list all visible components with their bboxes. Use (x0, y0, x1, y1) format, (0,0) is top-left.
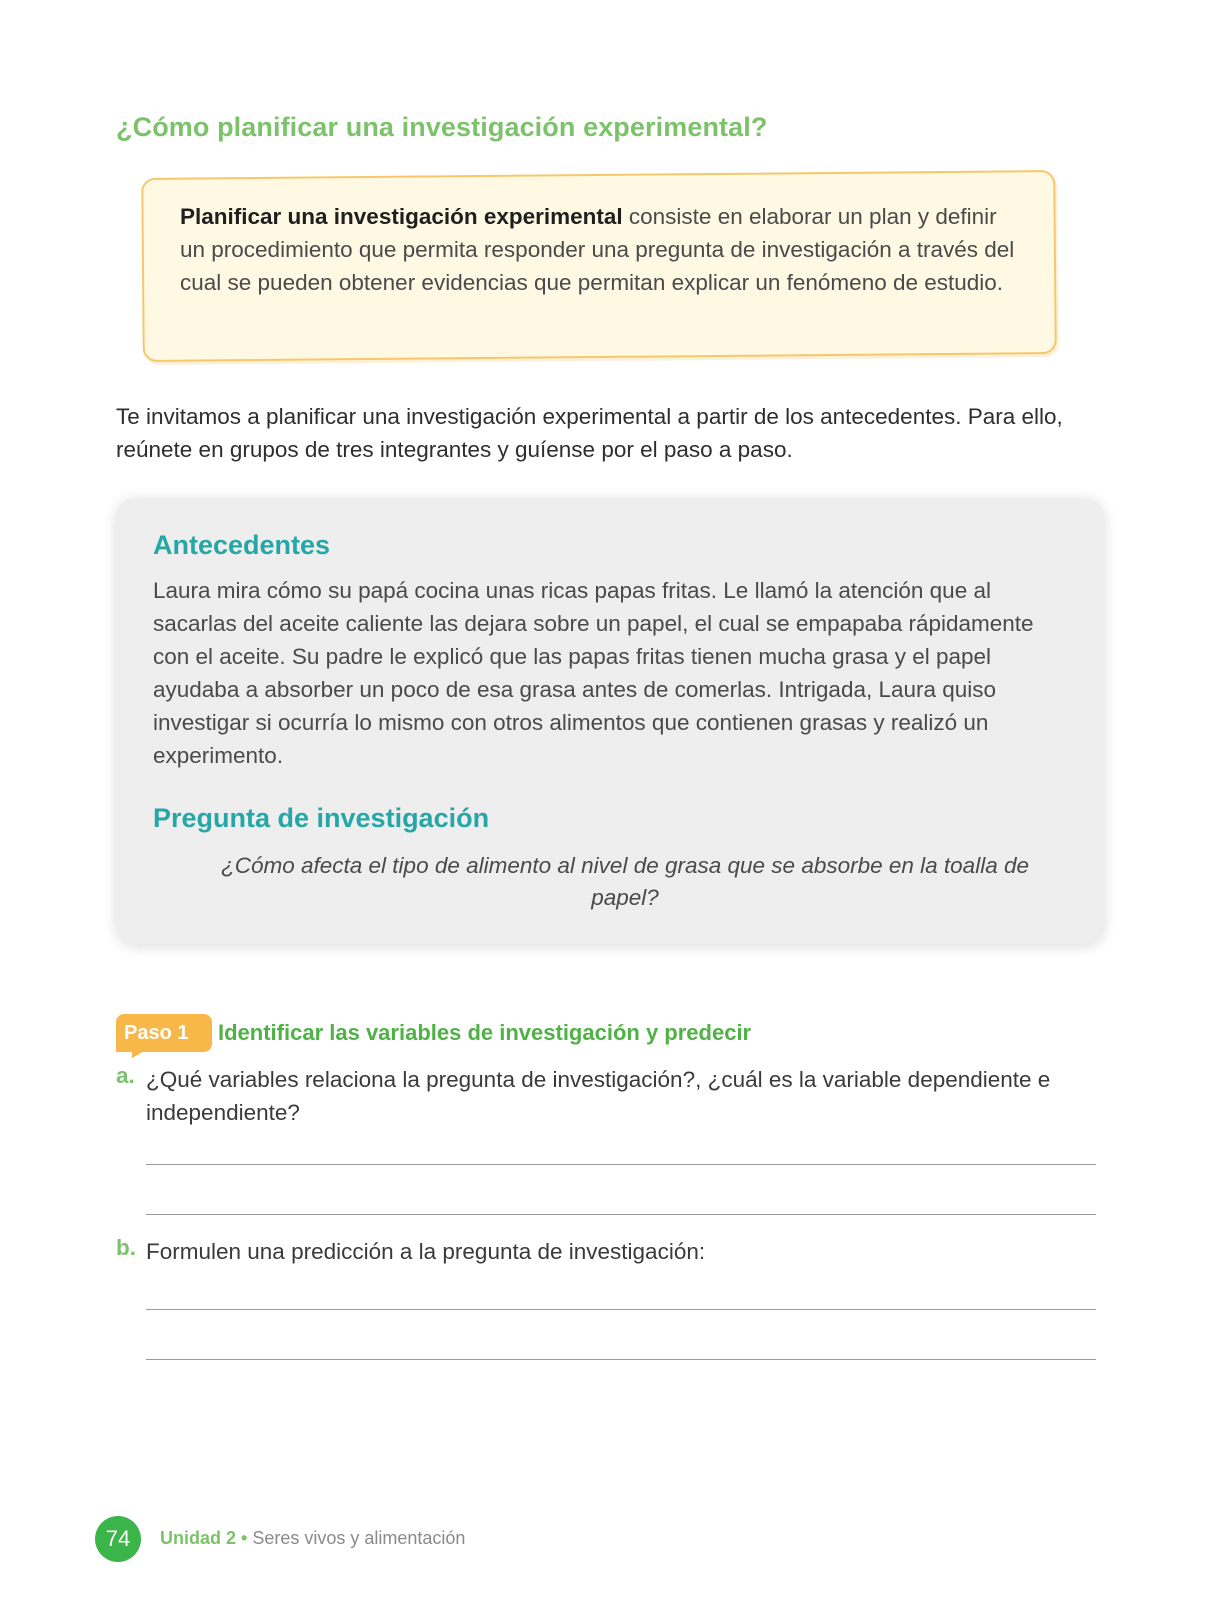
page-title: ¿Cómo planificar una investigación experimental? (116, 112, 768, 142)
answer-line-a2[interactable] (146, 1214, 1096, 1215)
footer-text (160, 1528, 465, 1549)
intro-text: Te invitamos a planificar una investigación experimental a partir de los antecedentes. Para ello, reúnete en grupos de tres integrantes y guíense por el paso a paso. (116, 404, 1063, 462)
step-badge-tail (132, 1050, 146, 1058)
research-question-text: ¿Cómo afecta el tipo de alimento al nivel de grasa que se absorbe en la toalla de papel? (220, 853, 1029, 910)
answer-line-a1[interactable] (146, 1164, 1096, 1165)
answer-line-b1[interactable] (146, 1309, 1096, 1310)
background-text: Laura mira cómo su papá cocina unas ricas papas fritas. Le llamó la atención que al sacarlas del aceite caliente las dejara sobre un papel, el cual se empapaba rápidamente con el aceite. Su padre le explicó que las papas fritas tienen mucha grasa y el papel ayudaba a absorber un poco de esa grasa antes de comerlas. Intrigada, Laura quiso investigar si ocurría lo mismo con otros alimentos que contienen grasas y realizó un experimento. (153, 578, 1034, 768)
question-marker-b: b. (116, 1235, 136, 1260)
definition-body: consiste en elaborar un plan y definir un procedimiento que permita responder una pregunta de investigación a través del cual se pueden obtener evidencias que permitan explicar un fenómeno de estudio. (180, 204, 1015, 295)
page-number: 74 (95, 1516, 141, 1562)
question-text-b: Formulen una predicción a la pregunta de investigación: (146, 1239, 706, 1264)
footer-subject: Seres vivos y alimentación (252, 1528, 466, 1548)
definition-text (180, 200, 1020, 299)
question-marker-a: a. (116, 1063, 135, 1088)
research-question-heading: Pregunta de investigación (153, 803, 490, 833)
definition-term: Planificar una investigación experimental (180, 204, 623, 229)
background-heading: Antecedentes (153, 530, 331, 560)
step-title: Identificar las variables de investigación y predecir (218, 1020, 752, 1045)
answer-line-b2[interactable] (146, 1359, 1096, 1360)
step-badge: Paso 1 (116, 1014, 212, 1052)
question-text-a: ¿Qué variables relaciona la pregunta de investigación?, ¿cuál es la variable dependiente e independiente? (146, 1067, 1051, 1125)
footer-separator: • (236, 1528, 253, 1548)
footer-unit: Unidad 2 (160, 1528, 237, 1548)
